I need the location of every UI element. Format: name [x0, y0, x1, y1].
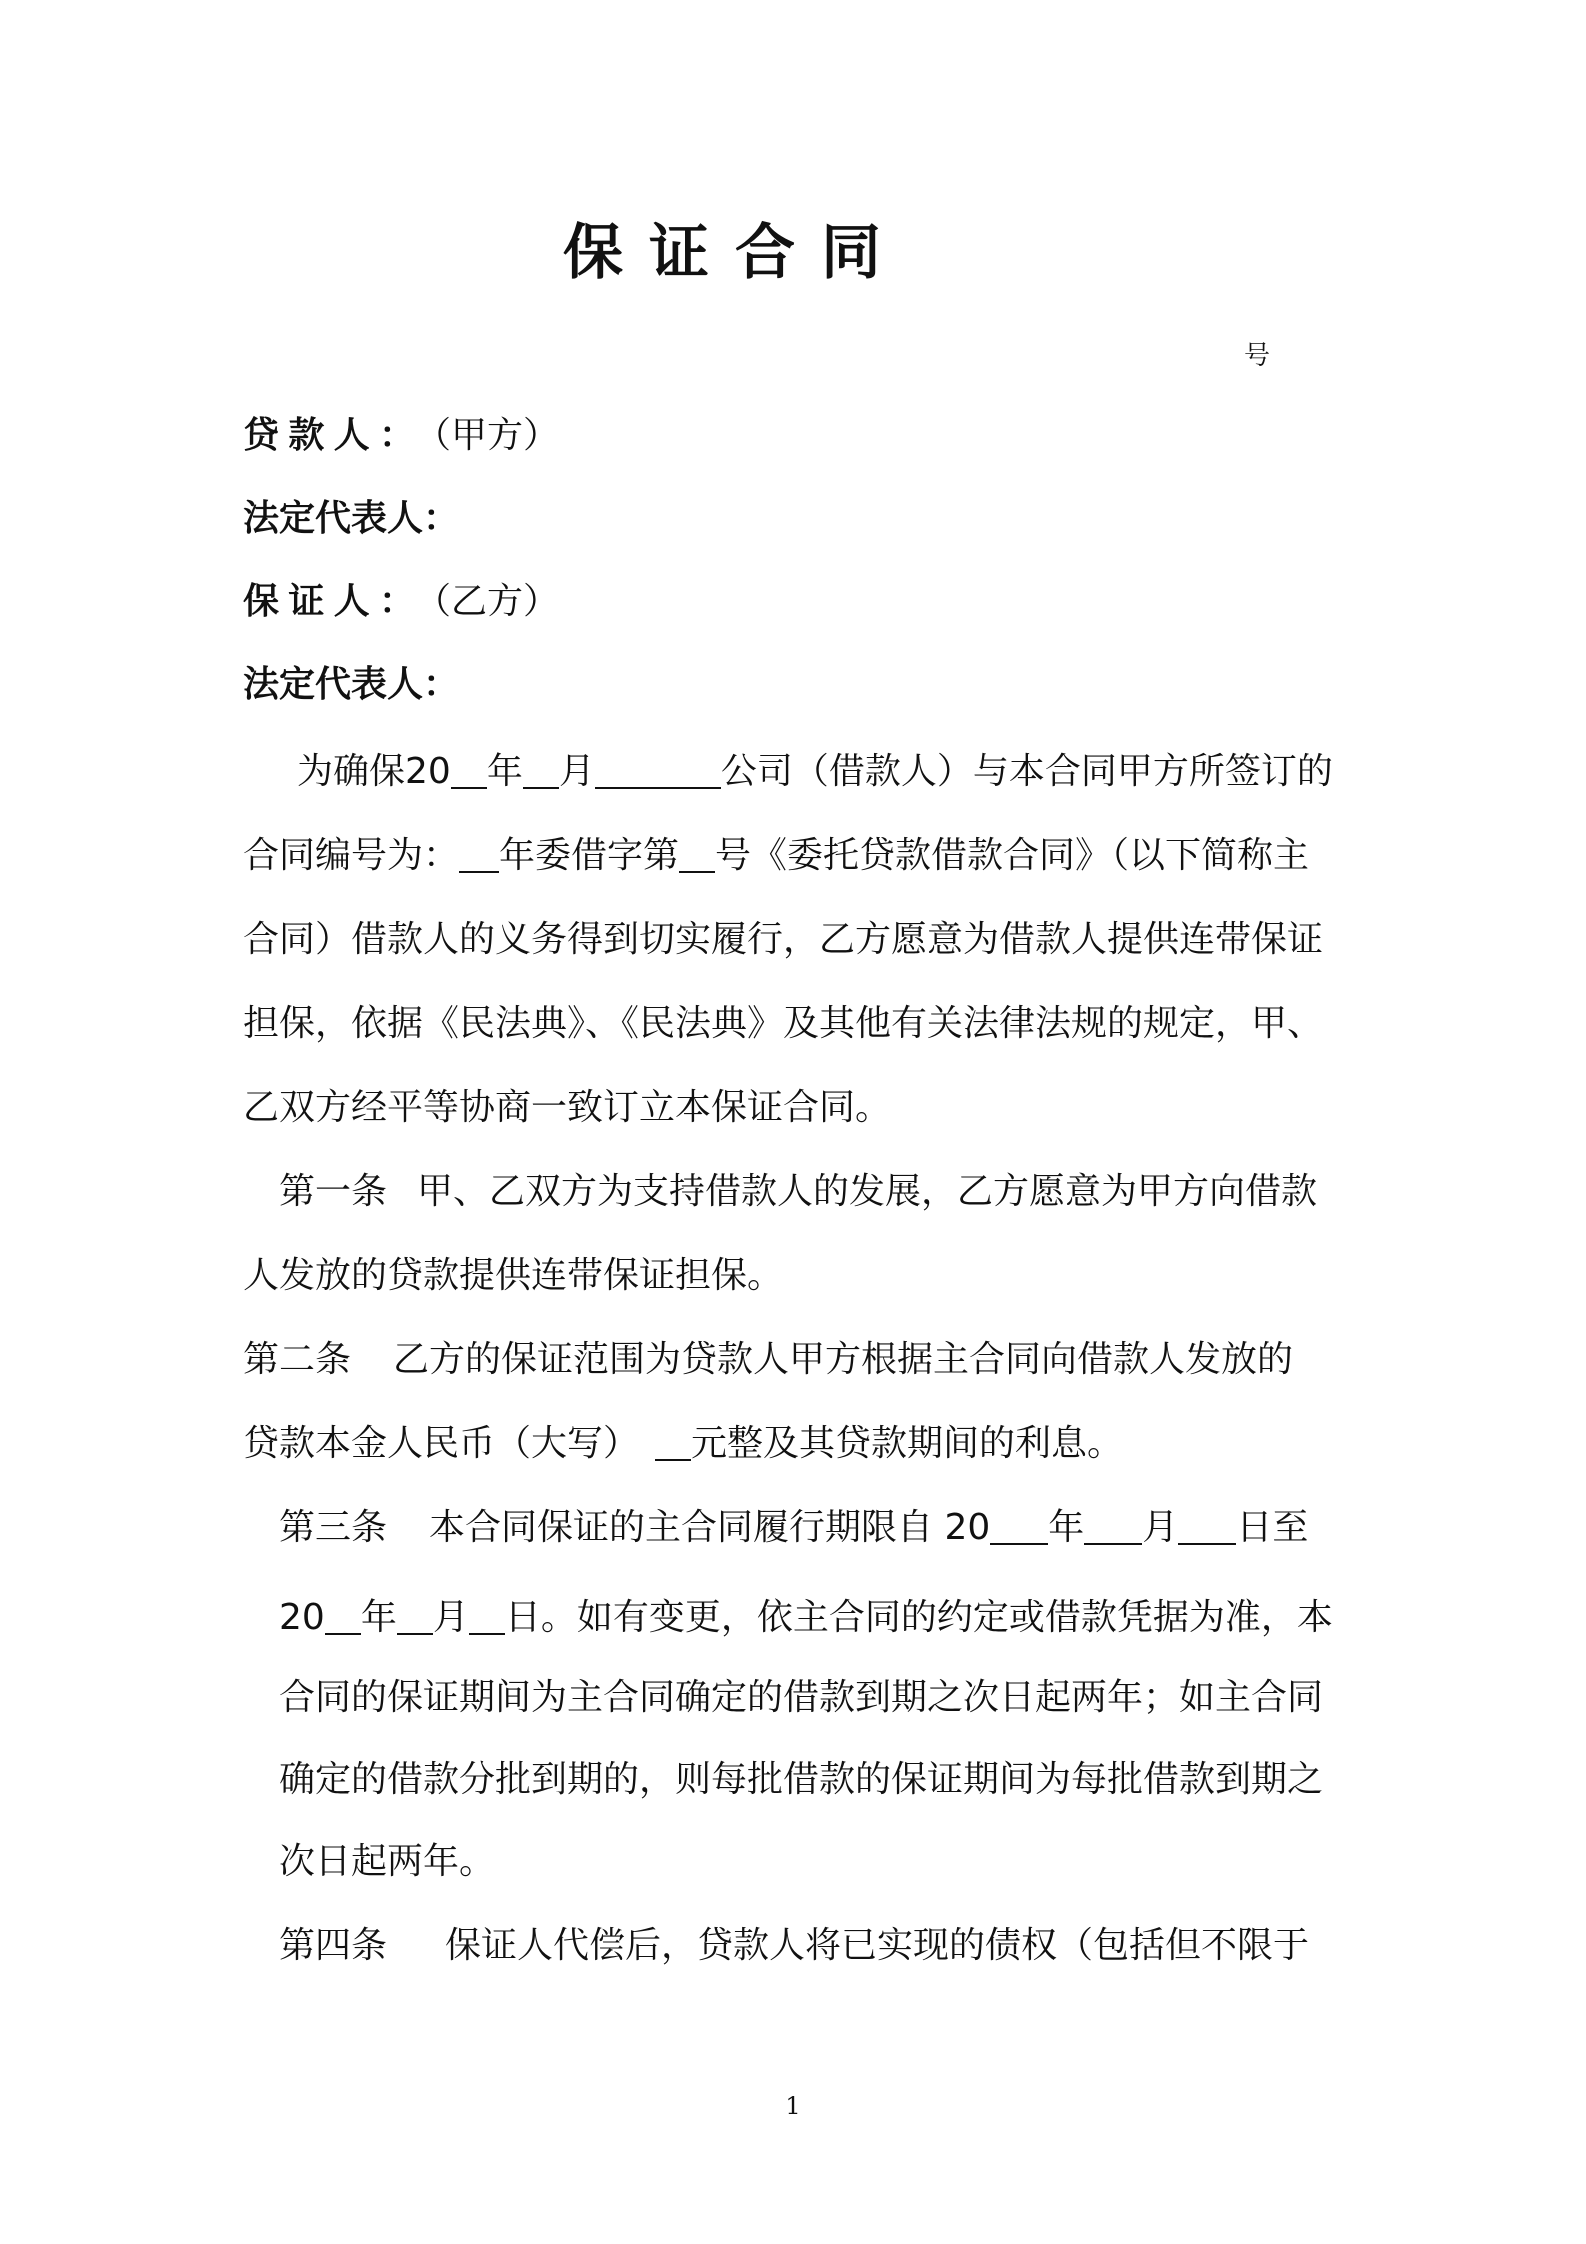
contract-year-blank [459, 835, 499, 873]
article-3-line-1 [279, 1504, 1308, 1552]
intro-text: 公司（借款人）与本合同甲方所签订的 [720, 751, 1333, 792]
intro-text: 年 [486, 751, 523, 792]
contract-no-blank [679, 835, 715, 873]
article-4-text: 保证人代偿后，贷款人将已实现的债权（包括但不限于 [445, 1925, 1310, 1966]
intro-text: 月 [558, 751, 595, 792]
end-year-blank [325, 1597, 361, 1635]
intro-text: 号《委托贷款借款合同》（以下简称主 [715, 835, 1310, 876]
intro-text: 年委借字第 [499, 835, 680, 876]
intro-line-3: 合同）借款人的义务得到切实履行，乙方愿意为借款人提供连带保证 [243, 919, 1324, 960]
article-3-text: 日至 [1236, 1507, 1309, 1548]
article-1-label: 第一条 [279, 1171, 388, 1212]
article-3-text: 20 [279, 1597, 325, 1638]
company-blank [595, 751, 721, 789]
lender-representative: 法定代表人： [243, 498, 460, 539]
guarantor-label: 保证人： [243, 581, 415, 622]
article-3-text: 年 [1048, 1507, 1085, 1548]
article-3-label: 第三条 [279, 1507, 388, 1548]
article-3-line-2 [279, 1594, 1333, 1642]
article-2-text: 元整及其贷款期间的利息。 [691, 1423, 1124, 1464]
document-number-label: 号 [1244, 341, 1271, 371]
start-day-blank [1178, 1507, 1236, 1545]
intro-line-2 [243, 832, 1309, 880]
article-4-label: 第四条 [279, 1925, 388, 1966]
article-3-line-3: 合同的保证期间为主合同确定的借款到期之次日起两年；如主合同 [279, 1677, 1324, 1718]
article-2-text: 乙方的保证范围为贷款人甲方根据主合同向借款人发放的 [393, 1339, 1294, 1380]
article-3-text: 日。如有变更，依主合同的约定或借款凭据为准，本 [504, 1597, 1333, 1638]
article-2-label: 第二条 [243, 1339, 352, 1380]
start-month-blank [1084, 1507, 1142, 1545]
start-year-blank [990, 1507, 1048, 1545]
article-1-text: 甲、乙双方为支持借款人的发展，乙方愿意为甲方向借款 [417, 1171, 1318, 1212]
page-number: 1 [785, 2092, 801, 2120]
article-3-line-5: 次日起两年。 [279, 1841, 496, 1882]
intro-line-4: 担保，依据《民法典》、《民法典》及其他有关法律法规的规定，甲、 [243, 1003, 1324, 1044]
article-2-line-2 [243, 1420, 1123, 1468]
amount-blank [655, 1423, 691, 1461]
article-1-line-2: 人发放的贷款提供连带保证担保。 [243, 1255, 784, 1296]
article-3-text: 年 [360, 1597, 397, 1638]
lender-label: 贷款人： [243, 415, 415, 456]
intro-text: 为确保20 [297, 751, 451, 792]
guarantor-value: （乙方） [415, 581, 560, 622]
year-blank [451, 751, 487, 789]
intro-line-5: 乙双方经平等协商一致订立本保证合同。 [243, 1087, 892, 1128]
guarantor-line [243, 578, 559, 626]
end-day-blank [469, 1597, 505, 1635]
article-3-line-4: 确定的借款分批到期的，则每批借款的保证期间为每批借款到期之 [279, 1759, 1324, 1800]
article-1-line-1 [279, 1168, 1317, 1216]
article-2-text: 贷款本金人民币（大写） [243, 1423, 640, 1464]
article-3-text: 月 [432, 1597, 469, 1638]
lender-line [243, 412, 559, 460]
article-2-line-1 [243, 1336, 1293, 1384]
article-4-line-1 [279, 1922, 1309, 1970]
document-title: 保证合同 [563, 218, 907, 288]
guarantor-representative: 法定代表人： [243, 664, 460, 705]
end-month-blank [397, 1597, 433, 1635]
article-3-text: 本合同保证的主合同履行期限自 20 [429, 1507, 991, 1548]
lender-value: （甲方） [415, 415, 560, 456]
intro-text: 合同编号为： [243, 835, 460, 876]
intro-line-1 [297, 748, 1333, 796]
article-3-text: 月 [1142, 1507, 1179, 1548]
month-blank [523, 751, 559, 789]
